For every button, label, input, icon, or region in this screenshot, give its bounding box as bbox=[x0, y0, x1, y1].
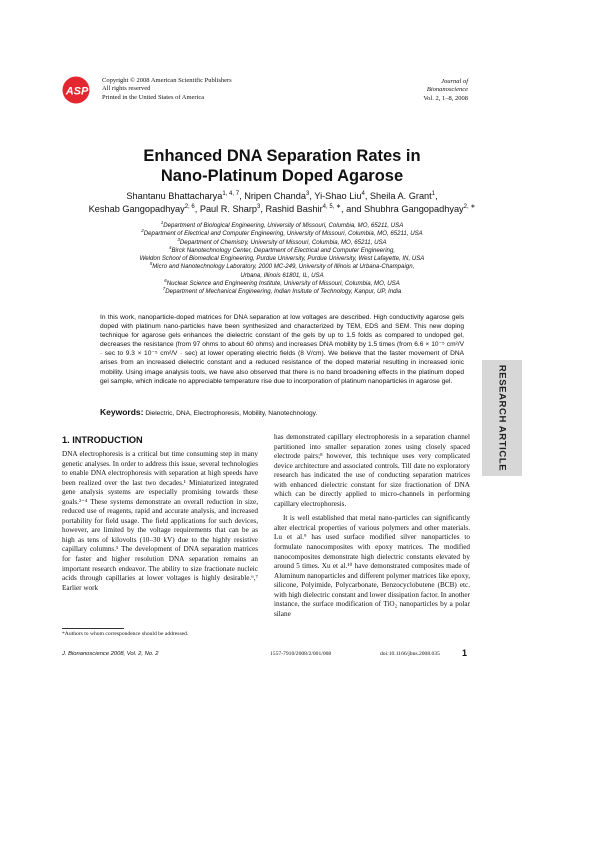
affiliation bbox=[70, 272, 494, 280]
page-number: 1 bbox=[462, 648, 468, 658]
keywords-list: Dielectric, DNA, Electrophoresis, Mobility, Nanotechnology. bbox=[145, 410, 318, 417]
author-affil: 4, 5, ∗ bbox=[322, 203, 342, 210]
keywords bbox=[100, 407, 464, 417]
affil-num: 4 bbox=[168, 244, 172, 250]
affiliation bbox=[70, 230, 494, 238]
affiliation bbox=[70, 244, 494, 255]
author-name: Shubhra Gangopadhyay bbox=[364, 204, 464, 214]
journal-name-line2: Bionanoscience bbox=[426, 86, 468, 94]
journal-info bbox=[348, 78, 468, 103]
author-name: Sheila A. Grant bbox=[369, 191, 432, 201]
affil-text: Department of Electrical and Computer Engineering, University of Missouri, Columbia, MO, 65211, USA bbox=[143, 230, 423, 238]
author-affil: 4 bbox=[361, 190, 365, 197]
footnote: *Authors to whom correspondence should be addressed. bbox=[62, 631, 189, 637]
affil-num: 3 bbox=[177, 236, 180, 242]
author-list bbox=[70, 190, 494, 216]
research-article-label: RESEARCH ARTICLE bbox=[496, 364, 508, 472]
author-affil: 1, 4, 7 bbox=[222, 190, 240, 197]
journal-volume: Vol. 2, 1–8, 2008 bbox=[423, 94, 468, 102]
abstract: In this work, nanoparticle-doped matrices for DNA separation at low voltages are described. High conductivity agarose gels doped with platinum nano-particles have been synthesized and characterized by TEM, EDS and SEM. This new doping technique for agarose gels enhances the dielectric constant of the gels by up to 1.5 folds as compared to undoped gel, decreases the resistance (from 97 ohms to about 60 ohms) and increases DNA mobility by 1.5 times (from 6.6 × 10⁻⁵ cm²/V · sec to 9.3 × 10⁻⁵ cm²/V · sec) at lower operating electric fields (8 V/cm). We believe that the faster movement of DNA arises from an increased dielectric constant and a reduced resistance of the doped material resulting in increased ionic mobility. Using image analysis tools, we have also observed that there is no band broadening effects in the platinum doped gel sample, which indicate no appreciable temperature rise due to incorporation of platinum nanoparticles in agarose gel. bbox=[100, 314, 464, 385]
footer-issn: 1557-7910/2008/2/001/008 bbox=[270, 651, 332, 657]
author-affil: 2, ∗ bbox=[463, 203, 476, 210]
affiliation bbox=[70, 236, 494, 247]
left-column bbox=[62, 450, 258, 593]
affil-text: Urbana, Illinois 61801, IL, USA bbox=[240, 271, 324, 279]
affil-text: Weldon School of Biomedical Engineering, Purdue University, Purdue University, West Lafayette, IN, USA bbox=[139, 255, 425, 263]
affil-num: 1 bbox=[160, 219, 164, 225]
affil-text: Birck Nanotechnology Center, Department of Electrical and Computer Engineering, bbox=[171, 246, 396, 254]
intro-paragraph-3: It is well established that metal nano-particles can significantly alter electrical properties of various polymers and other materials. Lu et al.⁹ has used surface modified silver nanoparticles to formulate nanocomposites with epoxy matrices. The modified nanocomposites demonstrate high dielectric constants elevated by around 5 times. Xu et al.¹⁰ have demonstrated composites made of Aluminum nanoparticles and different polymer matrices like epoxy, silicone, Polyimide, Polycarbonate, Benzocyclobutene (BCB) etc. with high dielectric constant and lower dissipation factor. In another instance, the surface modification of TiO₂ nanoparticles by a polar silane bbox=[274, 514, 471, 618]
title-line-2: Nano-Platinum Doped Agarose bbox=[160, 167, 404, 185]
journal-name-line1: Journal of bbox=[441, 78, 468, 85]
affil-text: Department of Mechanical Engineering, Indian Insitute of Technology, Kanpur, UP, India bbox=[165, 288, 402, 296]
affil-text: Nuclear Science and Engineering Institute, University of Missouri, Columbia, MO, USA bbox=[166, 280, 400, 288]
author-affil: 1 bbox=[431, 190, 436, 197]
author-name: Rashid Bashir bbox=[265, 204, 323, 214]
intro-paragraph-1: DNA electrophoresis is a critical but time consuming step in many genetic analyses. In order to address this issue, several technologies to enable DNA electrophoresis with separation at high speeds have been realized over the last two decades.¹ Miniaturized integrated gene analysis systems are especially promising towards these goals.²⁻⁴ These systems demonstrate an overall reduction in size, reduced use of reagents, rapid and accurate analysis, and increased portability for field usage. The field applications for such devices, however, are limited by the voltage requirements that can be as high as tens of kilovolts (10–30 kV) due to the highly resistive capillary columns.⁵ The development of DNA separation matrices for faster and higher resolution DNA separation remains an important research endeavor. The ability to size fractionate nucleic acids through capillaries at lower voltages is highly desirable.⁶,⁷ Earlier work bbox=[62, 450, 258, 592]
author-name: Paul R. Sharp bbox=[199, 204, 258, 214]
affil-num: 6 bbox=[164, 278, 167, 284]
author-name: Keshab Gangopadhyay bbox=[88, 204, 185, 214]
affil-text: Department of Chemistry, University of Missouri, Columbia, MO, 65211, USA bbox=[179, 238, 387, 246]
title-line-1: Enhanced DNA Separation Rates in bbox=[143, 147, 421, 165]
affil-num: 5 bbox=[149, 261, 153, 267]
section-heading: 1. INTRODUCTION bbox=[62, 435, 143, 445]
asp-logo bbox=[62, 76, 96, 104]
copyright-notice bbox=[102, 77, 232, 102]
footnote-rule bbox=[62, 628, 124, 629]
footer-doi: doi:10.1166/jbns.2008.035 bbox=[380, 651, 440, 657]
affil-text: Micro and Nanotechnology Laboratory, 2000 MC-249, University of Illinois at Urbana-Champaign, bbox=[152, 263, 415, 271]
rights-line: All rights reserved bbox=[102, 85, 151, 93]
affil-text: Department of Biological Engineering, University of Missouri, Columbia, MO, 65211, USA bbox=[163, 222, 404, 229]
affil-num: 2 bbox=[141, 228, 144, 234]
affil-num: 7 bbox=[162, 286, 166, 292]
footer-journal: J. Bionanoscience 2008, Vol. 2, No. 2 bbox=[62, 651, 159, 657]
intro-paragraph-2: has demonstrated capillary electrophoresis in a separation channel partitioned into smaller separation zones using closely spaced electrode pairs;⁸ however, this technique uses very complicated device architecture and associated controls. Till date no exploratory research has indicated the use of conducting separation matrices with enhanced dielectric constant for size fractionation of DNA which can be directly applied to micro-channels in performing capillary electrophoresis. bbox=[274, 433, 470, 508]
affiliation bbox=[70, 263, 494, 271]
printed-line: Printed in the United States of America bbox=[102, 93, 205, 101]
author-name: Shantanu Bhattacharya bbox=[126, 191, 223, 201]
author-affil: 2, 6 bbox=[184, 203, 195, 210]
author-name: Nripen Chanda bbox=[244, 191, 306, 201]
keywords-label: Keywords: bbox=[100, 407, 144, 417]
right-column bbox=[274, 433, 470, 619]
authors-line-2: Keshab Gangopadhyay$^{2, 6}$, Paul R. Sharp$^3$, Rashid Bashir$^{4, 5, ∗}$, and Shubhra Gangopadhyay$^{2, ∗}$ bbox=[88, 203, 476, 214]
authors-line-1: Shantanu Bhattacharya$^{1, 4, 7}$, Nripen Chanda$^3$, Yi-Shao Liu$^4$, Sheila A. Grant$^1$, bbox=[126, 190, 438, 201]
article-title bbox=[100, 146, 464, 186]
author-affil: 3 bbox=[306, 190, 310, 197]
affiliation bbox=[70, 288, 494, 296]
research-article-tab bbox=[482, 360, 522, 476]
asp-logo-text: ASP bbox=[65, 85, 89, 98]
copyright-line: Copyright © 2008 American Scientific Publishers bbox=[102, 77, 232, 84]
affiliations bbox=[70, 219, 494, 297]
author-affil: 3 bbox=[257, 203, 261, 210]
author-name: Yi-Shao Liu bbox=[314, 191, 362, 201]
